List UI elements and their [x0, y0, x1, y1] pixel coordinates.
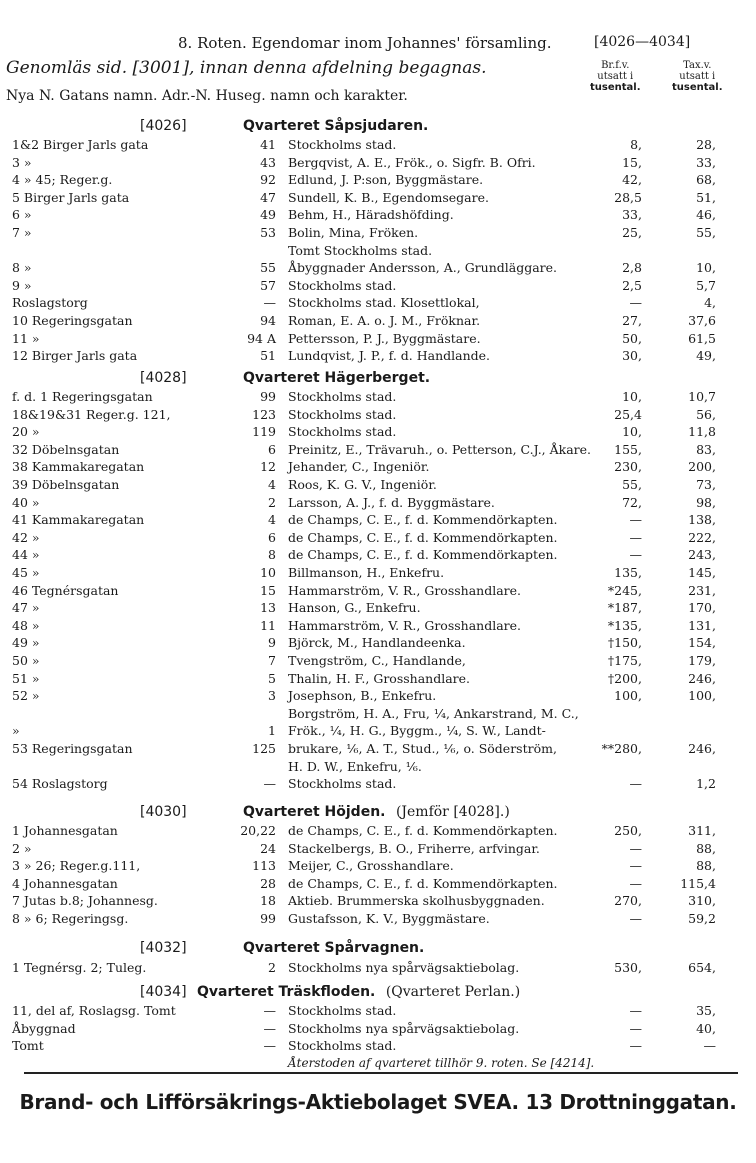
address-number: 7: [268, 653, 276, 668]
footnote: Återstoden af qvarteret tillhör 9. roten. Se [4214].: [288, 1056, 595, 1070]
address-number: 43: [260, 154, 276, 170]
address-number: —: [263, 295, 276, 311]
address-number: 18: [260, 893, 276, 909]
address-number: 20,22: [240, 823, 276, 838]
table-row: [0, 294, 756, 311]
owner-name: Sundell, K. B., Egendomsegare.: [288, 189, 489, 205]
address-number: 9: [268, 635, 276, 651]
tax-value: 28,: [696, 137, 716, 152]
table-row: [0, 189, 756, 206]
street-name: 46 Tegnérsgatan: [12, 582, 119, 598]
fire-insurance-value: —: [629, 776, 642, 792]
address-number: 4: [268, 512, 276, 528]
owner-name: Stockholms stad.: [288, 406, 397, 422]
table-row: [0, 857, 756, 874]
block-name: Qvarteret Höjden.: [243, 804, 386, 820]
owner-name: Stockholms stad.: [288, 1038, 397, 1054]
tax-value: 51,: [696, 189, 716, 205]
address-number: 10: [260, 565, 276, 580]
owner-name: Thalin, H. F., Grosshandlare.: [288, 670, 470, 686]
tax-value: 231,: [688, 582, 716, 598]
street-name: 2 »: [12, 840, 32, 856]
table-row: [0, 1002, 756, 1019]
tax-value: 246,: [688, 670, 716, 686]
table-row: [0, 617, 756, 634]
fire-insurance-value: *135,: [607, 617, 642, 633]
tax-value: 33,: [696, 154, 716, 170]
owner-name: Larsson, A. J., f. d. Byggmästare.: [288, 494, 495, 510]
tax-value: 100,: [688, 688, 716, 704]
table-row: [0, 840, 756, 857]
street-name: 3 » 26; Reger.g.111,: [12, 858, 141, 874]
fire-insurance-value: *187,: [607, 600, 642, 616]
table-row: [0, 740, 756, 757]
tax-value: 37,6: [688, 313, 716, 328]
fire-insurance-value: †150,: [607, 635, 642, 651]
owner-name: Stockholms nya spårvägsaktiebolag.: [288, 960, 520, 975]
table-row: [0, 910, 756, 927]
block-title: [140, 370, 430, 386]
owner-name: Pettersson, P. J., Byggmästare.: [288, 330, 481, 346]
address-number: 99: [260, 911, 276, 926]
street-name: 5 Birger Jarls gata: [12, 189, 130, 205]
owner-name: Stockholms nya spårvägsaktiebolag.: [288, 1020, 520, 1036]
table-row: [0, 423, 756, 440]
owner-name: de Champs, C. E., f. d. Kommendörkapten.: [288, 512, 558, 528]
owner-name: Preinitz, E., Trävaruh., o. Petterson, C.J., Åkare.: [288, 441, 592, 457]
owner-name: Bolin, Mina, Fröken.: [288, 225, 419, 240]
street-name: 41 Kammakaregatan: [12, 512, 145, 528]
table-row: [0, 206, 756, 223]
tax-value: 154,: [688, 635, 716, 651]
tax-value: 222,: [688, 529, 716, 545]
block-name: Qvarteret Spårvagnen.: [243, 940, 425, 956]
tax-value: 73,: [696, 477, 716, 492]
tax-value: 311,: [688, 823, 716, 838]
address-number: 55: [260, 260, 276, 276]
table-row: [0, 1037, 756, 1054]
street-name: 42 »: [12, 529, 40, 545]
block-title: [140, 940, 424, 956]
owner-name: Gustafsson, K. V., Byggmästare.: [288, 911, 490, 926]
table-row: [0, 494, 756, 511]
tax-value: 246,: [688, 741, 716, 756]
fire-insurance-value: †200,: [607, 670, 642, 686]
address-number: 2: [268, 960, 276, 975]
block-name: Qvarteret Såpsjudaren.: [243, 118, 429, 134]
table-row: [0, 136, 756, 153]
owner-name: Stackelbergs, B. O., Friherre, arfvingar.: [288, 840, 540, 856]
fire-insurance-value: 50,: [622, 330, 642, 346]
table-row: [0, 687, 756, 704]
fire-insurance-value: —: [629, 1020, 642, 1036]
fire-insurance-value: 72,: [622, 494, 642, 510]
block-title: [140, 804, 510, 820]
address-number: 2: [268, 494, 276, 510]
table-row: [0, 511, 756, 528]
table-row: [0, 722, 756, 739]
street-name: 40 »: [12, 494, 40, 510]
tax-value: 243,: [688, 547, 716, 563]
street-name: 53 Regeringsgatan: [12, 741, 133, 756]
fire-insurance-value: 55,: [622, 477, 642, 492]
owner-name: Roos, K. G. V., Ingeniör.: [288, 477, 437, 492]
table-row: [0, 670, 756, 687]
address-number: 113: [252, 858, 276, 874]
owner-name: Roman, E. A. o. J. M., Fröknar.: [288, 313, 481, 328]
tax-value: 49,: [696, 348, 716, 364]
street-name: 45 »: [12, 565, 40, 580]
address-number: —: [263, 1020, 276, 1036]
owner-name: Bergqvist, A. E., Frök., o. Sigfr. B. Ofri.: [288, 154, 536, 170]
street-name: 54 Roslagstorg: [12, 776, 108, 792]
table-row: [0, 277, 756, 294]
table-row: [0, 959, 756, 976]
tax-value: 131,: [688, 617, 716, 633]
owner-name: de Champs, C. E., f. d. Kommendörkapten.: [288, 875, 558, 891]
tax-value: 88,: [696, 840, 716, 856]
street-name: 4 Johannesgatan: [12, 875, 118, 891]
owner-name: de Champs, C. E., f. d. Kommendörkapten.: [288, 529, 558, 545]
fire-insurance-value: 10,: [622, 424, 642, 440]
fire-insurance-value: —: [629, 547, 642, 563]
fire-insurance-value: 250,: [614, 823, 642, 838]
street-name: 49 »: [12, 635, 40, 651]
tax-value: 61,5: [688, 330, 716, 346]
owner-name: Stockholms stad.: [288, 137, 397, 152]
street-name: 7 Jutas b.8; Johannesg.: [12, 893, 158, 909]
page-range: [4026—4034]: [594, 34, 691, 50]
fire-insurance-value: —: [629, 875, 642, 891]
table-row: [0, 388, 756, 405]
address-number: —: [263, 1038, 276, 1054]
owner-name: Stockholms stad.: [288, 776, 397, 792]
street-name: 32 Döbelnsgatan: [12, 441, 120, 457]
street-name: 8 »: [12, 260, 32, 276]
table-row: [0, 546, 756, 563]
owner-name: Stockholms stad.: [288, 277, 397, 293]
tax-value: 10,7: [688, 389, 716, 404]
fire-insurance-value: —: [629, 1038, 642, 1054]
address-number: 8: [268, 547, 276, 563]
page-header-title: 8. Roten. Egendomar inom Johannes' församling.: [178, 34, 552, 52]
tax-value: 68,: [696, 172, 716, 188]
street-name: 11 »: [12, 330, 40, 346]
owner-name: Hammarström, V. R., Grosshandlare.: [288, 582, 522, 598]
street-name: 52 »: [12, 688, 40, 704]
fire-insurance-value: 530,: [614, 960, 642, 975]
tax-value: 11,8: [688, 424, 716, 440]
fire-insurance-value: 8,: [630, 137, 642, 152]
fire-insurance-value: 230,: [614, 459, 642, 475]
tax-value: 35,: [696, 1003, 716, 1018]
address-number: 94: [260, 313, 276, 328]
block-title: [140, 118, 428, 134]
table-row: [0, 758, 756, 775]
address-number: 47: [260, 189, 276, 205]
block-title: [140, 984, 520, 1000]
block-extra: (Qvarteret Perlan.): [385, 984, 521, 1000]
address-number: 13: [260, 600, 276, 616]
owner-name: Tomt Stockholms stad.: [288, 242, 433, 258]
owner-name: Behm, H., Häradshöfding.: [288, 207, 454, 223]
owner-name: brukare, ⅙, A. T., Stud., ⅙, o. Söderström,: [288, 741, 557, 756]
street-name: f. d. 1 Regeringsgatan: [12, 389, 153, 404]
address-number: 99: [260, 389, 276, 404]
table-row: [0, 822, 756, 839]
tax-value: 170,: [688, 600, 716, 616]
owner-name: Stockholms stad. Klosettlokal,: [288, 295, 480, 311]
fire-insurance-value: 100,: [614, 688, 642, 704]
table-row: [0, 564, 756, 581]
table-row: [0, 347, 756, 364]
fire-insurance-value: 25,: [622, 225, 642, 240]
fire-insurance-value: 27,: [622, 313, 642, 328]
table-row: [0, 634, 756, 651]
owner-name: Stockholms stad.: [288, 1003, 397, 1018]
table-row: [0, 224, 756, 241]
tax-value: 179,: [688, 653, 716, 668]
brfv-column-heading: [590, 60, 641, 93]
owner-name: de Champs, C. E., f. d. Kommendörkapten.: [288, 547, 558, 563]
address-number: 57: [260, 277, 276, 293]
owner-name: Edlund, J. P:son, Byggmästare.: [288, 172, 484, 188]
street-name: 6 »: [12, 207, 32, 223]
table-row: [0, 582, 756, 599]
table-row: [0, 892, 756, 909]
table-row: [0, 529, 756, 546]
tax-value: 115,4: [680, 875, 716, 891]
address-number: 15: [260, 582, 276, 598]
fire-insurance-value: —: [629, 840, 642, 856]
owner-name: Björck, M., Handlandeenka.: [288, 635, 466, 651]
address-number: 41: [260, 137, 276, 152]
table-row: [0, 154, 756, 171]
block-id: [4030]: [140, 804, 187, 820]
street-name: 12 Birger Jarls gata: [12, 348, 138, 364]
address-number: —: [263, 1003, 276, 1018]
owner-name: H. D. W., Enkefru, ⅙.: [288, 758, 422, 774]
street-name: 7 »: [12, 225, 32, 240]
street-name: 9 »: [12, 277, 32, 293]
owner-name: Åbyggnader Andersson, A., Grundläggare.: [288, 260, 558, 276]
fire-insurance-value: —: [629, 1003, 642, 1018]
tax-value: 83,: [696, 441, 716, 457]
address-number: 28: [260, 875, 276, 891]
street-name: 11, del af, Roslagsg. Tomt: [12, 1003, 176, 1018]
owner-name: de Champs, C. E., f. d. Kommendörkapten.: [288, 823, 558, 838]
tax-label: Tax.v.: [683, 60, 712, 71]
usage-note: Genomläs sid. [3001], innan denna afdelning begagnas.: [6, 58, 487, 78]
fire-insurance-value: 10,: [622, 389, 642, 404]
table-row: [0, 705, 756, 722]
street-name: 1&2 Birger Jarls gata: [12, 137, 149, 152]
fire-insurance-value: 2,5: [622, 277, 642, 293]
fire-insurance-value: 28,5: [614, 189, 642, 205]
street-name: 1 Johannesgatan: [12, 823, 118, 838]
table-row: [0, 242, 756, 259]
address-number: 3: [268, 688, 276, 704]
table-row: [0, 458, 756, 475]
tax-sub: utsatt i: [679, 71, 716, 82]
brfv-label: Br.f.v.: [601, 60, 630, 71]
street-name: Åbyggnad: [12, 1020, 76, 1036]
owner-name: Hammarström, V. R., Grosshandlare.: [288, 617, 522, 633]
street-name: 38 Kammakaregatan: [12, 459, 145, 475]
table-row: [0, 599, 756, 616]
owner-name: Tvengström, C., Handlande,: [288, 653, 466, 668]
tax-value: 88,: [696, 858, 716, 874]
block-name: Qvarteret Träskfloden.: [197, 984, 376, 1000]
table-row: [0, 171, 756, 188]
fire-insurance-value: 155,: [614, 441, 642, 457]
table-row: [0, 406, 756, 423]
tax-value: 40,: [696, 1020, 716, 1036]
owner-name: Billmanson, H., Enkefru.: [288, 565, 445, 580]
address-number: 6: [268, 529, 276, 545]
tax-value: 46,: [696, 207, 716, 223]
tax-value: 654,: [688, 960, 716, 975]
fire-insurance-value: †175,: [607, 653, 642, 668]
owner-name: Meijer, C., Grosshandlare.: [288, 858, 454, 874]
tax-value: 55,: [696, 225, 716, 240]
street-name: 4 » 45; Reger.g.: [12, 172, 113, 188]
tax-value: 310,: [688, 893, 716, 909]
tax-unit: tusental.: [672, 82, 723, 93]
street-name: Roslagstorg: [12, 295, 88, 311]
advertisement-footer: Brand- och Lifförsäkrings-Aktiebolaget SVEA. 13 Drottninggatan.: [19, 1090, 737, 1114]
block-id: [4034]: [140, 984, 187, 1000]
owner-name: Jehander, C., Ingeniör.: [288, 459, 430, 475]
table-row: [0, 441, 756, 458]
tax-value: 10,: [696, 260, 716, 276]
street-name: 47 »: [12, 600, 40, 616]
street-name: 8 » 6; Regeringsg.: [12, 911, 129, 926]
tax-value: 145,: [688, 565, 716, 580]
street-name: 18&19&31 Reger.g. 121,: [12, 406, 171, 422]
tax-value: 1,2: [696, 776, 716, 792]
table-row: [0, 775, 756, 792]
address-number: 1: [268, 723, 276, 739]
address-number: 6: [268, 441, 276, 457]
tax-value: 59,2: [688, 911, 716, 926]
fire-insurance-value: —: [629, 512, 642, 528]
fire-insurance-value: 270,: [614, 893, 642, 909]
fire-insurance-value: —: [629, 858, 642, 874]
table-row: [0, 1020, 756, 1037]
street-name: 1 Tegnérsg. 2; Tuleg.: [12, 960, 147, 975]
street-name: »: [12, 723, 20, 739]
street-name: 39 Döbelnsgatan: [12, 477, 120, 492]
block-name: Qvarteret Hägerberget.: [243, 370, 431, 386]
brfv-unit: tusental.: [590, 82, 641, 93]
fire-insurance-value: 42,: [622, 172, 642, 188]
fire-insurance-value: 15,: [622, 154, 642, 170]
tax-value: —: [703, 1038, 716, 1054]
tax-value: 138,: [688, 512, 716, 528]
block-id: [4026]: [140, 118, 187, 134]
owner-name: Josephson, B., Enkefru.: [288, 688, 437, 704]
owner-name: Stockholms stad.: [288, 424, 397, 440]
street-name: 3 »: [12, 154, 32, 170]
address-number: 119: [252, 424, 276, 440]
fire-insurance-value: 33,: [622, 207, 642, 223]
address-number: 4: [268, 477, 276, 492]
street-name: 50 »: [12, 653, 40, 668]
block-extra: (Jemför [4028].): [395, 804, 510, 820]
address-number: 94 A: [247, 330, 276, 346]
fire-insurance-value: 135,: [614, 565, 642, 580]
fire-insurance-value: —: [629, 529, 642, 545]
fire-insurance-value: 30,: [622, 348, 642, 364]
table-row: [0, 259, 756, 276]
street-name: 51 »: [12, 670, 40, 686]
block-id: [4028]: [140, 370, 187, 386]
table-row: [0, 652, 756, 669]
address-number: 12: [260, 459, 276, 475]
street-name: Tomt: [12, 1038, 44, 1054]
address-number: 51: [260, 348, 276, 364]
brfv-sub: utsatt i: [597, 71, 634, 82]
owner-name: Borgström, H. A., Fru, ¼, Ankarstrand, M. C.,: [288, 705, 579, 721]
address-number: 92: [260, 172, 276, 188]
street-name: 10 Regeringsgatan: [12, 313, 133, 328]
owner-name: Hanson, G., Enkefru.: [288, 600, 421, 616]
address-number: 49: [260, 207, 276, 223]
tax-value: 56,: [696, 406, 716, 422]
address-number: 24: [260, 840, 276, 856]
address-number: —: [263, 776, 276, 792]
column-headings: Nya N. Gatans namn. Adr.-N. Huseg. namn och karakter.: [6, 88, 408, 104]
address-number: 125: [252, 741, 276, 756]
fire-insurance-value: —: [629, 911, 642, 926]
table-row: [0, 476, 756, 493]
block-id: [4032]: [140, 940, 187, 956]
street-name: 44 »: [12, 547, 40, 563]
tax-value: 98,: [696, 494, 716, 510]
tax-value: 4,: [704, 295, 716, 311]
table-row: [0, 330, 756, 347]
tax-value: 200,: [688, 459, 716, 475]
fire-insurance-value: —: [629, 295, 642, 311]
address-number: 11: [260, 617, 276, 633]
street-name: 48 »: [12, 617, 40, 633]
table-row: [0, 312, 756, 329]
divider: [24, 1072, 738, 1074]
owner-name: Frök., ¼, H. G., Byggm., ¼, S. W., Landt-: [288, 723, 546, 739]
address-number: 123: [252, 406, 276, 422]
owner-name: Stockholms stad.: [288, 389, 397, 404]
fire-insurance-value: 25,4: [614, 406, 642, 422]
fire-insurance-value: **280,: [601, 741, 642, 756]
address-number: 5: [268, 670, 276, 686]
fire-insurance-value: 2,8: [622, 260, 642, 276]
owner-name: Aktieb. Brummerska skolhusbyggnaden.: [288, 893, 545, 909]
street-name: 20 »: [12, 424, 40, 440]
table-row: [0, 875, 756, 892]
tax-column-heading: [672, 60, 723, 93]
fire-insurance-value: *245,: [607, 582, 642, 598]
address-number: 53: [260, 225, 276, 240]
owner-name: Lundqvist, J. P., f. d. Handlande.: [288, 348, 490, 364]
tax-value: 5,7: [696, 277, 716, 293]
